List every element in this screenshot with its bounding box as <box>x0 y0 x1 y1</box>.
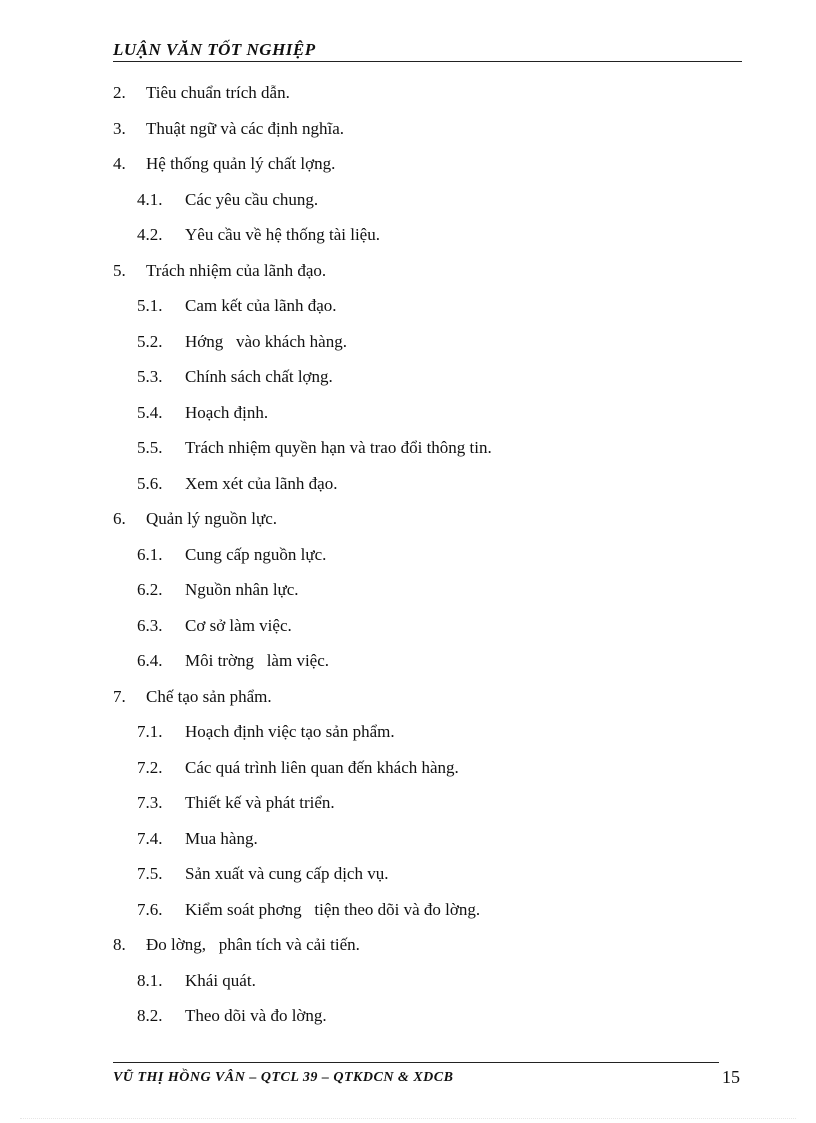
toc-title: Đo lờng, phân tích và cải tiến. <box>146 935 360 954</box>
toc-number: 5.5. <box>137 438 163 457</box>
toc-number: 2. <box>113 83 126 102</box>
toc-number: 6.2. <box>137 580 163 599</box>
toc-title: Khái quát. <box>185 970 256 990</box>
footer-divider <box>113 1062 719 1063</box>
toc-number: 4.1. <box>137 189 163 209</box>
toc-number: 5.4. <box>137 402 163 422</box>
header-title: LUẬN VĂN TỐT NGHIỆP <box>113 40 316 59</box>
toc-number: 7.6. <box>137 899 163 919</box>
toc-title: Hoạch định việc tạo sản phẩm. <box>185 722 395 741</box>
toc-title: Mua hàng. <box>185 828 258 848</box>
toc-number: 4.2. <box>137 225 163 244</box>
toc-title: Các quá trình liên quan đến khách hàng. <box>185 757 459 777</box>
toc-title: Kiểm soát phơng tiện theo dõi và đo lờng. <box>185 899 481 919</box>
toc-title: Thuật ngữ và các định nghĩa. <box>146 118 345 138</box>
header-divider <box>113 61 742 62</box>
toc-number: 8.1. <box>137 970 163 990</box>
toc-number: 8. <box>113 935 126 954</box>
toc-number: 7.5. <box>137 864 163 883</box>
toc-title: Hớng vào khách hàng. <box>185 331 347 351</box>
page-number: 15 <box>722 1067 740 1087</box>
toc-title: Các yêu cầu chung. <box>185 189 319 209</box>
footer-author: VŨ THỊ HỒNG VÂN – QTCL 39 – QTKDCN & XDCB <box>113 1070 454 1085</box>
toc-number: 7.4. <box>137 828 163 848</box>
toc-title: Cơ sở làm việc. <box>185 615 292 635</box>
toc-number: 6.3. <box>137 615 163 635</box>
toc-number: 6. <box>113 509 126 528</box>
toc-number: 7.3. <box>137 793 163 812</box>
toc-title: Môi trờng làm việc. <box>185 651 330 670</box>
toc-title: Hệ thống quản lý chất lợng. <box>146 154 336 173</box>
toc-title: Trách nhiệm của lãnh đạo. <box>146 260 327 280</box>
toc-number: 5.3. <box>137 367 163 386</box>
toc-title: Hoạch định. <box>185 402 269 422</box>
toc-title: Xem xét của lãnh đạo. <box>185 473 338 493</box>
toc-title: Quản lý nguồn lực. <box>146 509 278 528</box>
toc-number: 7.1. <box>137 722 163 741</box>
toc-number: 5.2. <box>137 331 163 351</box>
toc-title: Nguồn nhân lực. <box>185 580 299 599</box>
toc-number: 5. <box>113 260 126 280</box>
toc-number: 8.2. <box>137 1006 163 1025</box>
toc-title: Cam kết của lãnh đạo. <box>185 296 337 315</box>
toc-title: Thiết kế và phát triển. <box>185 793 335 812</box>
toc-number: 6.4. <box>137 651 163 670</box>
toc-number: 5.6. <box>137 473 163 493</box>
toc-title: Yêu cầu về hệ thống tài liệu. <box>185 225 380 244</box>
toc-title: Cung cấp nguồn lực. <box>185 544 327 564</box>
toc-title: Trách nhiệm quyền hạn và trao đổi thông tin. <box>185 438 492 457</box>
toc-number: 3. <box>113 118 126 138</box>
toc-number: 4. <box>113 154 126 173</box>
toc-title: Theo dõi và đo lờng. <box>185 1006 327 1025</box>
toc-number: 6.1. <box>137 544 163 564</box>
toc-title: Tiêu chuẩn trích dẫn. <box>146 83 290 102</box>
toc-number: 7. <box>113 686 126 706</box>
toc-title: Chính sách chất lợng. <box>185 367 333 386</box>
toc-number: 5.1. <box>137 296 163 315</box>
toc-number: 7.2. <box>137 757 163 777</box>
toc-title: Chế tạo sản phẩm. <box>146 686 272 706</box>
toc-title: Sản xuất và cung cấp dịch vụ. <box>185 864 389 883</box>
page-edge-divider <box>20 1118 796 1119</box>
